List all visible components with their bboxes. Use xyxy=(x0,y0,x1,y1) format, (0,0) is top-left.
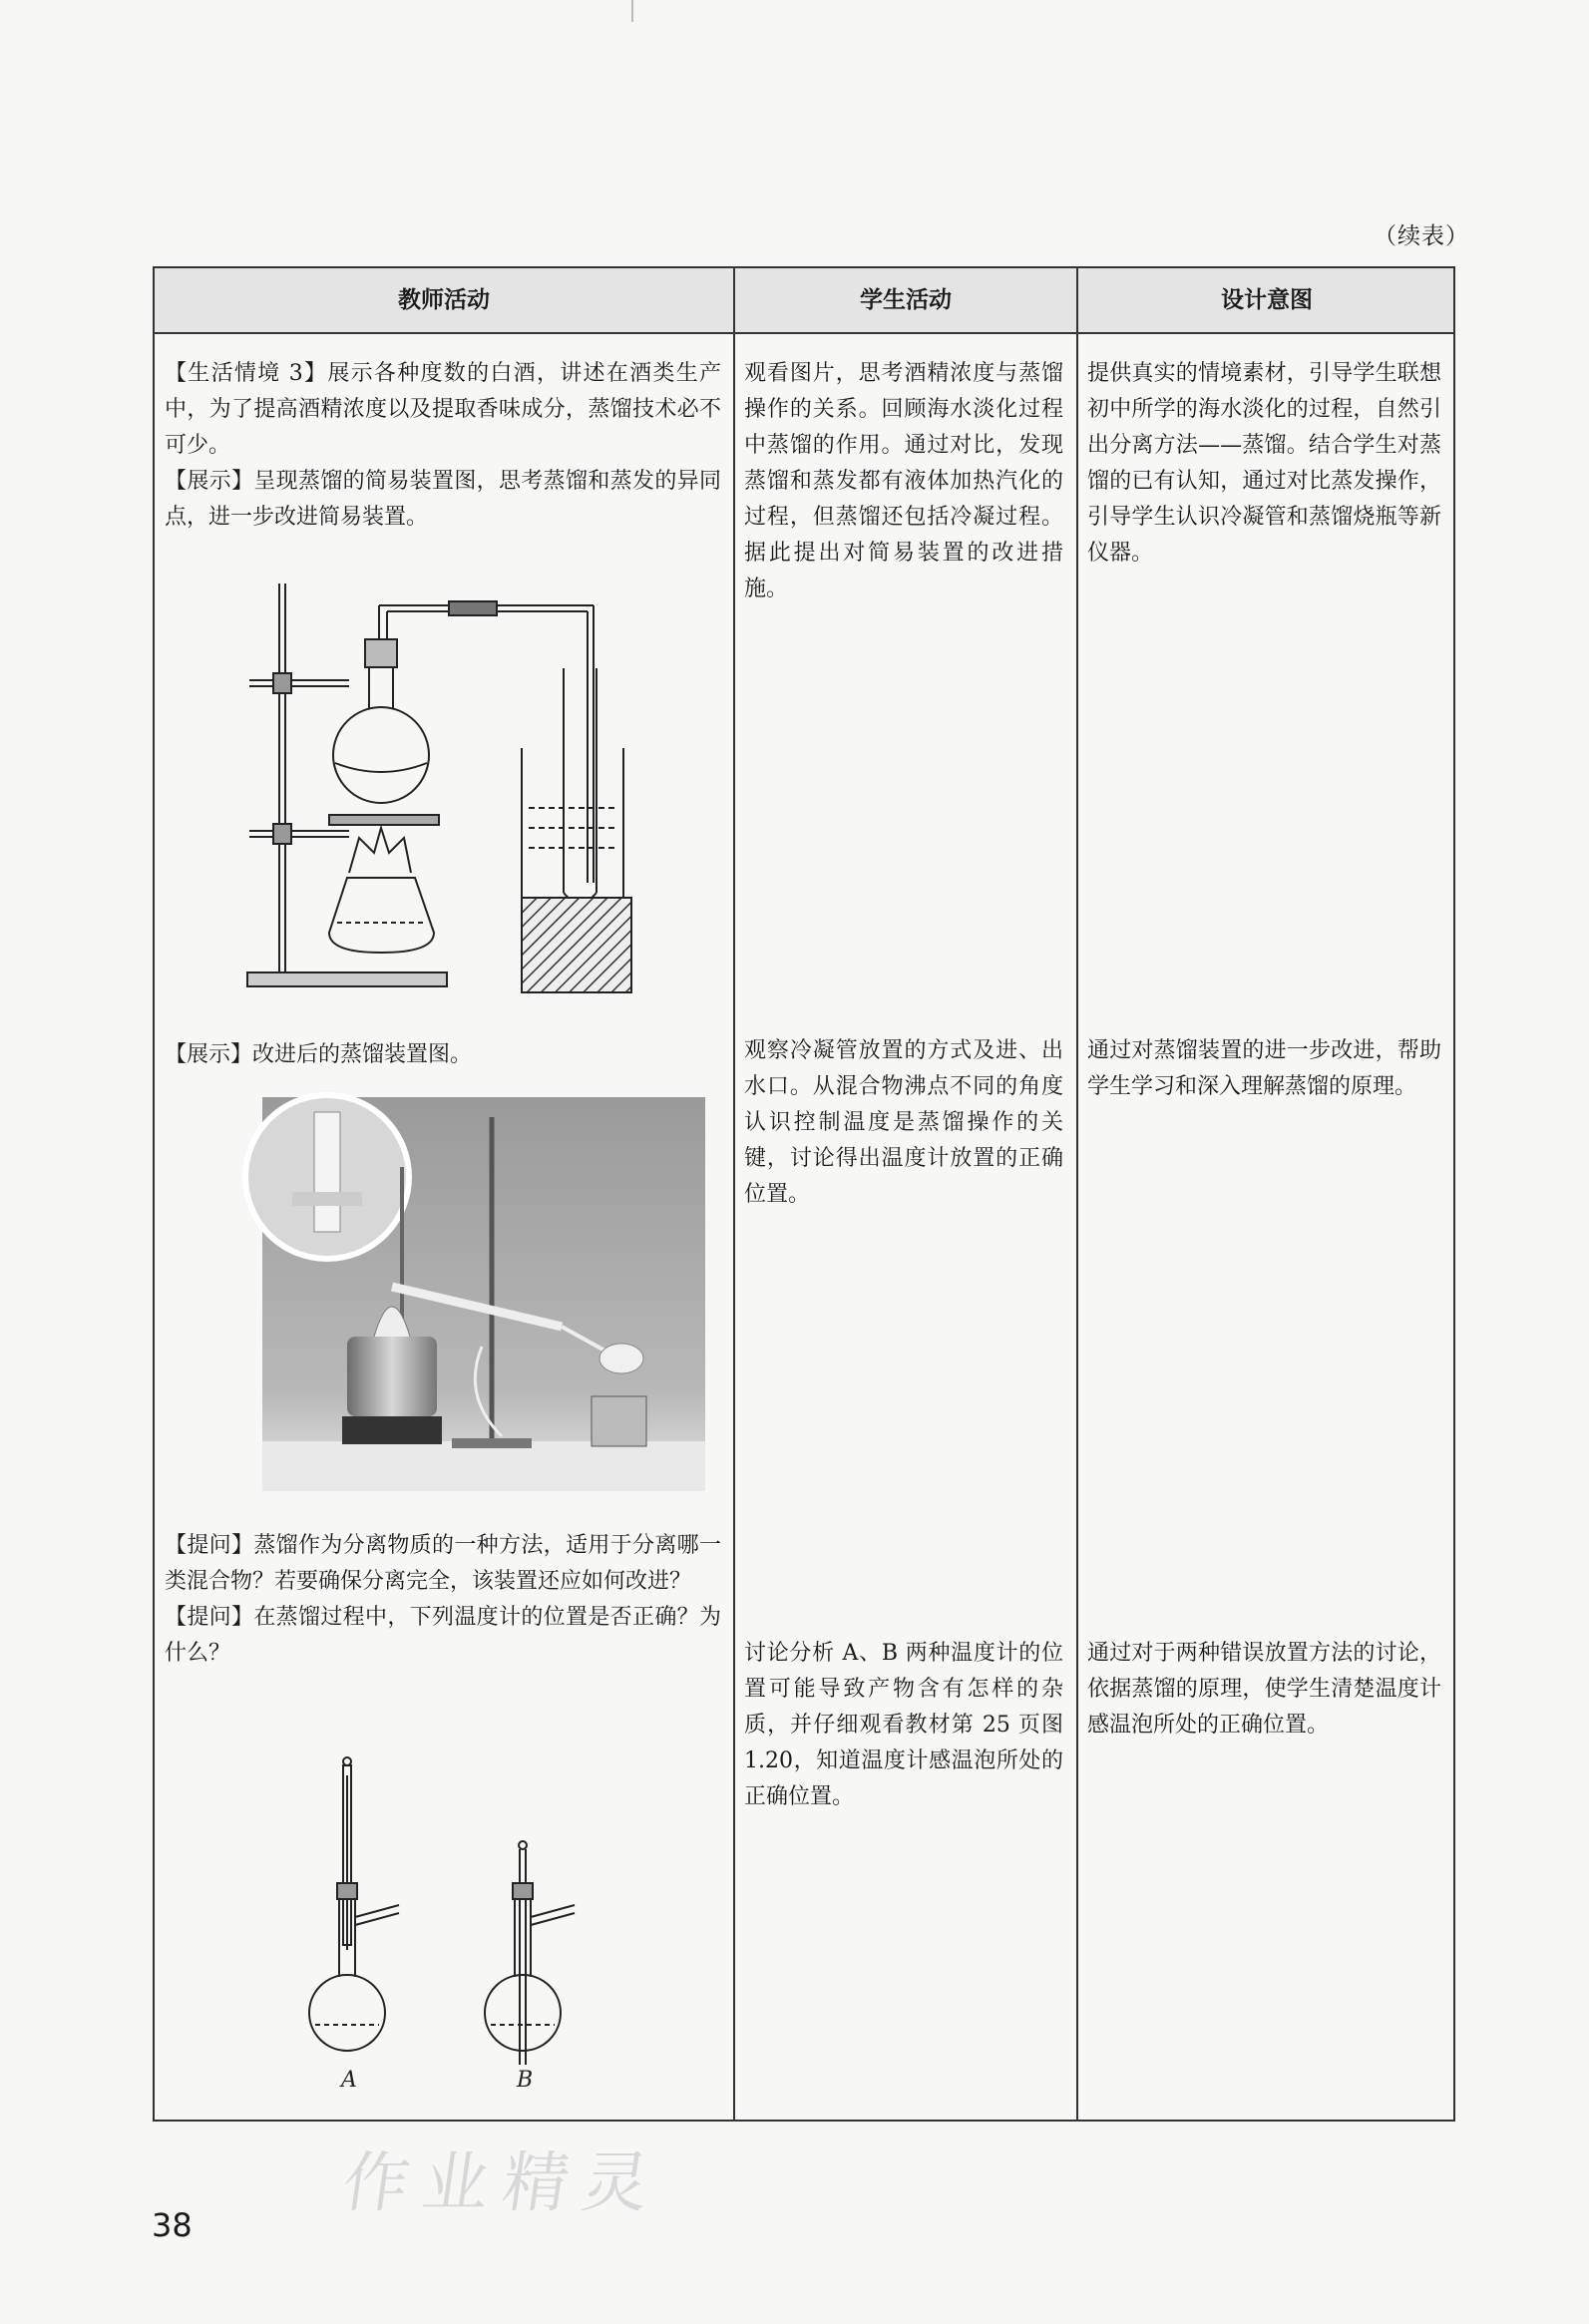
watermark: 作业精灵 xyxy=(337,2144,668,2221)
header-student: 学生活动 xyxy=(860,287,952,313)
table-header xyxy=(155,268,1453,334)
distillation-apparatus-photo xyxy=(262,1097,705,1491)
teacher-paragraph: 【提问】蒸馏作为分离物质的一种方法，适用于分离哪一类混合物？若要确保分离完全，该装置还应如何改进？ xyxy=(165,1533,721,1594)
label-a: A xyxy=(341,2068,357,2093)
teacher-paragraph: 【展示】呈现蒸馏的简易装置图，思考蒸馏和蒸发的异同点，进一步改进简易装置。 xyxy=(165,469,721,530)
row2-student: 观察冷凝管放置的方式及进、出水口。从混合物沸点不同的角度认识控制温度是蒸馏操作的关键，讨论得出温度计放置的正确位置。 xyxy=(744,1038,1063,1207)
row3-teacher xyxy=(165,1528,721,1672)
top-divider xyxy=(631,0,633,22)
row3-student: 讨论分析 A、B 两种温度计的位置可能导致产物含有怎样的杂质，并仔细观看教材第 25 页图 1.20，知道温度计感温泡所处的正确位置。 xyxy=(744,1641,1063,1809)
header-intent: 设计意图 xyxy=(1221,287,1313,313)
thermometer-position-figure xyxy=(299,1755,598,2095)
row1-teacher xyxy=(165,356,721,536)
simple-distillation-figure xyxy=(239,574,658,992)
column-divider xyxy=(733,268,735,2120)
teacher-paragraph: 【提问】在蒸馏过程中，下列温度计的位置是否正确？为什么？ xyxy=(165,1605,721,1666)
header-teacher: 教师活动 xyxy=(398,287,490,313)
row2-intent: 通过对蒸馏装置的进一步改进，帮助学生学习和深入理解蒸馏的原理。 xyxy=(1087,1038,1441,1099)
row1-intent: 提供真实的情境素材，引导学生联想初中所学的海水淡化的过程，自然引出分离方法——蒸馏。结合学生对蒸馏的已有认知，通过对比蒸发操作，引导学生认识冷凝管和蒸馏烧瓶等新仪器。 xyxy=(1087,361,1441,566)
page-number: 38 xyxy=(152,2206,193,2244)
teacher-paragraph: 【展示】改进后的蒸馏装置图。 xyxy=(165,1042,473,1067)
row2-teacher xyxy=(165,1037,721,1073)
teacher-paragraph: 【生活情境 3】展示各种度数的白酒，讲述在酒类生产中，为了提高酒精浓度以及提取香味成分，蒸馏技术必不可少。 xyxy=(165,361,721,458)
row1-student: 观看图片，思考酒精浓度与蒸馏操作的关系。回顾海水淡化过程中蒸馏的作用。通过对比，发现蒸馏和蒸发都有液体加热汽化的过程，但蒸馏还包括冷凝过程。据此提出对简易装置的改进措施。 xyxy=(744,361,1063,601)
row3-intent: 通过对于两种错误放置方法的讨论，依据蒸馏的原理，使学生清楚温度计感温泡所处的正确位置。 xyxy=(1087,1641,1441,1738)
continued-label: （续表） xyxy=(1374,223,1469,249)
column-divider xyxy=(1076,268,1078,2120)
label-b: B xyxy=(517,2068,534,2093)
